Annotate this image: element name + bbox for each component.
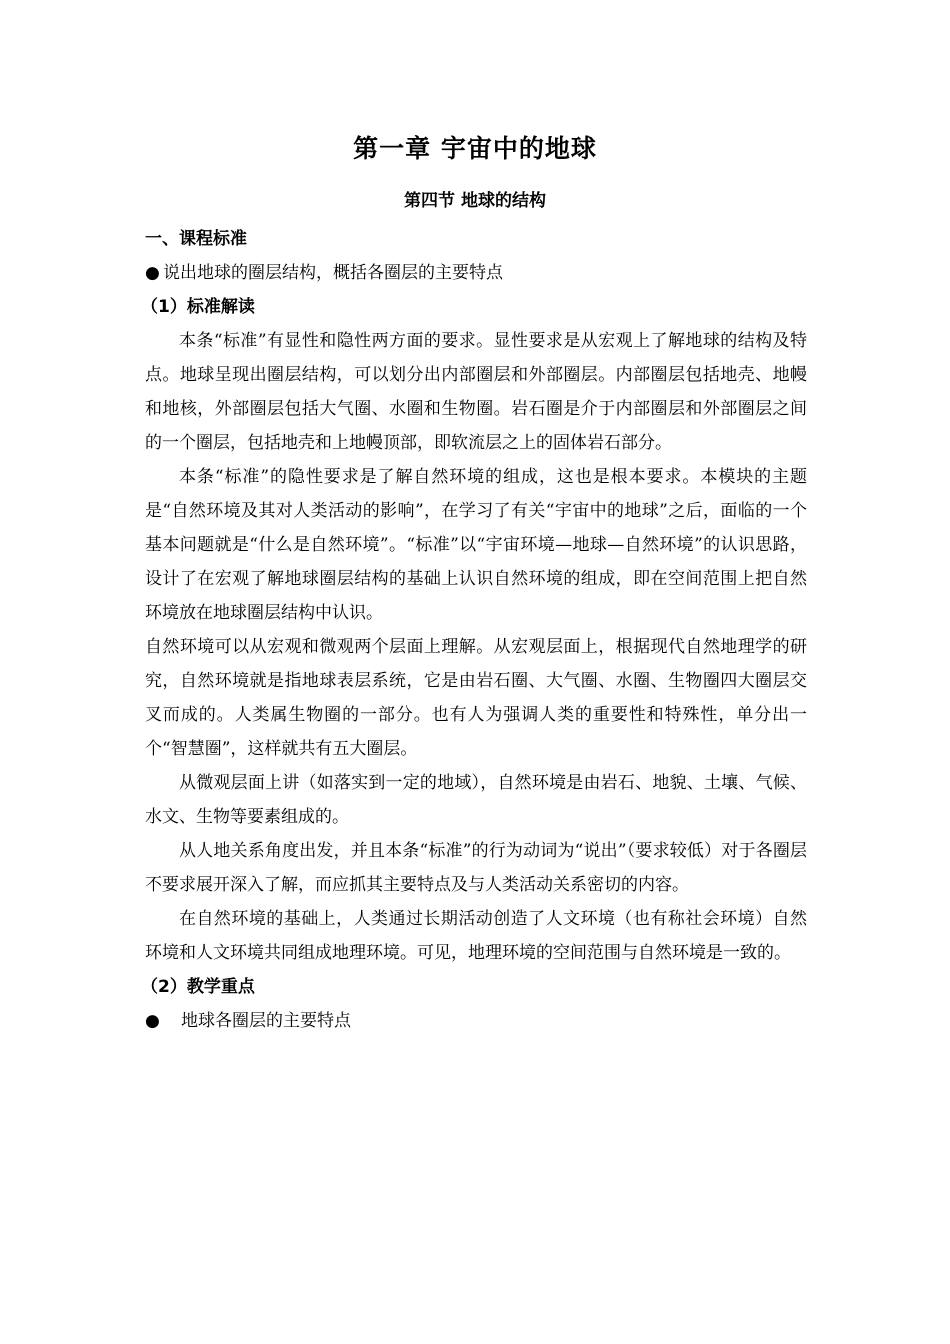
focus-bullet-item — [145, 1004, 807, 1038]
paragraph: 从微观层面上讲（如落实到一定的地域），自然环境是由岩石、地貌、土壤、气候、水文、生物等要素组成的。 — [145, 773, 807, 827]
chapter-title: 第一章 宇宙中的地球 — [353, 134, 597, 163]
heading-course-standard: 一、课程标准 — [145, 229, 247, 249]
paragraph: 自然环境可以从宏观和微观两个层面上理解。从宏观层面上，根据现代自然地理学的研究，自然环境就是指地球表层系统，它是由岩石圈、大气圈、水圈、生物圈四大圈层交叉而成的。人类属生物圈的一部分。也有人为强调人类的重要性和特殊性，单分出一个“智慧圈”，这样就共有五大圈层。 — [145, 637, 807, 759]
paragraph: 本条“标准”的隐性要求是了解自然环境的组成，这也是根本要求。本模块的主题是“自然环境及其对人类活动的影响”，在学习了有关“宇宙中的地球”之后，面临的一个基本问题就是“什么是自然环境”。“标准”以“宇宙环境—地球—自然环境”的认识思路，设计了在宏观了解地球圈层结构的基础上认识自然环境的组成，即在空间范围上把自然环境放在地球圈层结构中认识。 — [145, 467, 807, 623]
paragraph: 从人地关系角度出发，并且本条“标准”的行为动词为“说出”（要求较低）对于各圈层不要求展开深入了解，而应抓其主要特点及与人类活动关系密切的内容。 — [145, 841, 807, 895]
paragraph: 在自然环境的基础上，人类通过长期活动创造了人文环境（也有称社会环境）自然环境和人文环境共同组成地理环境。可见，地理环境的空间范围与自然环境是一致的。 — [145, 909, 807, 963]
bullet-icon: ● — [145, 263, 160, 283]
standard-text: 说出地球的圈层结构，概括各圈层的主要特点 — [163, 263, 503, 283]
standard-bullet-item — [145, 256, 807, 290]
sub-heading-standard-interpretation: （1）标准解读 — [141, 297, 255, 317]
sub-heading-teaching-focus: （2）教学重点 — [141, 977, 255, 997]
paragraph: 本条“标准”有显性和隐性两方面的要求。显性要求是从宏观上了解地球的结构及特点。地球呈现出圈层结构，可以划分出内部圈层和外部圈层。内部圈层包括地壳、地幔和地核，外部圈层包括大气圈、水圈和生物圈。岩石圈是介于内部圈层和外部圈层之间的一个圈层，包括地壳和上地幔顶部，即软流层之上的固体岩石部分。 — [145, 331, 807, 453]
bullet-icon: ● — [145, 1011, 160, 1031]
document-body — [141, 222, 807, 1038]
section-title: 第四节 地球的结构 — [404, 191, 546, 211]
focus-text: 地球各圈层的主要特点 — [181, 1011, 351, 1031]
